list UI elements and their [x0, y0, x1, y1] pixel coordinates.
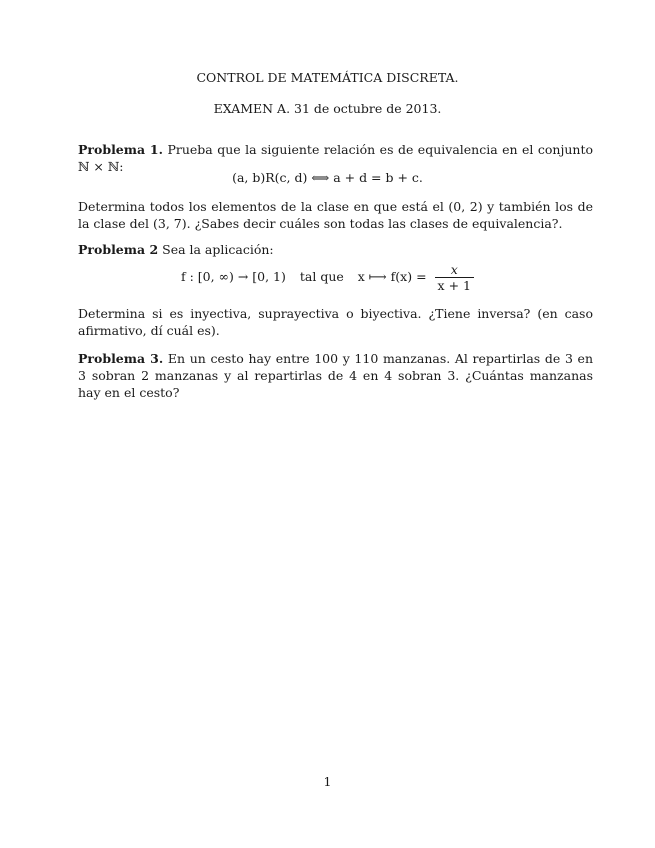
problem-1-text-2: Determina todos los elementos de la clase en que está el (0, 2) y también los de la clase del (3, 7). ¿Sabes decir cuáles son todas las clases de equivalencia?.: [78, 199, 593, 231]
exam-title: CONTROL DE MATEMÁTICA DISCRETA.: [196, 70, 459, 85]
problem-2-intro: Sea la aplicación:: [162, 242, 274, 257]
fraction-numerator: x: [435, 262, 474, 278]
problem-2-formula-domain: f : [0, ∞) → [0, 1): [181, 269, 286, 284]
exam-subtitle: EXAMEN A. 31 de octubre de 2013.: [213, 101, 442, 116]
fraction-denominator: x + 1: [437, 278, 471, 293]
problem-2-formula-tal-que: tal que: [299, 269, 344, 284]
problem-1-label: Problema 1.: [78, 142, 163, 157]
problem-3-statement: [78, 350, 593, 401]
problem-1-formula: (a, b)R(c, d) ⟺ a + d = b + c.: [232, 170, 423, 185]
problem-2-statement: [78, 241, 593, 258]
problem-3-label: Problema 3.: [78, 351, 164, 366]
problem-1-text: Prueba que la siguiente relación es de equivalencia en el conjunto ℕ × ℕ:: [78, 142, 593, 174]
problem-2-fraction: [435, 262, 474, 293]
problem-2-formula: [0, 262, 655, 293]
page-number: 1: [323, 774, 332, 789]
problem-3-text: En un cesto hay entre 100 y 110 manzanas. Al repartirlas de 3 en 3 sobran 2 manzanas y al repartirlas de 4 en 4 sobran 3. ¿Cuántas manzanas hay en el cesto?: [78, 351, 593, 400]
problem-2-label: Problema 2: [78, 242, 159, 257]
problem-2-text-2: Determina si es inyectiva, suprayectiva o biyectiva. ¿Tiene inversa? (en caso afirmativo, dí cuál es).: [78, 306, 593, 338]
problem-2-formula-map: x ⟼ f(x) =: [357, 269, 427, 284]
